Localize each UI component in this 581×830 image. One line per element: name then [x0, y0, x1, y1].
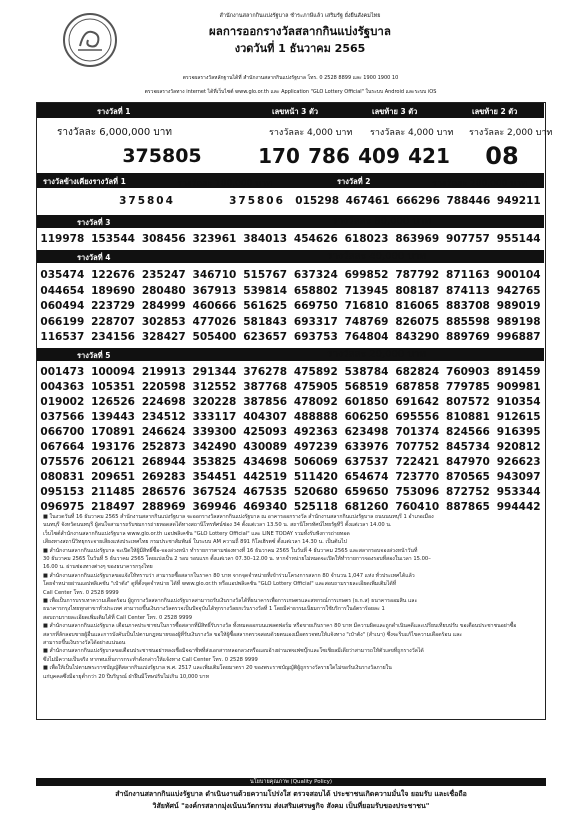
- note-line: สอบถามรายละเอียดเพิ่มเติมได้ที่ Call Center โทร. 0 2528 9999: [43, 614, 193, 621]
- fifth-prize-number: 139443: [91, 411, 135, 423]
- second-prize-number: 949211: [496, 195, 541, 207]
- fifth-prize-number: 659650: [344, 486, 389, 498]
- fifth-prize-number: 623498: [344, 426, 389, 438]
- quality-policy-text: สำนักงานสลากกินแบ่งรัฐบาล ดำเนินงานด้วยความโปร่งใส ตรวจสอบได้ ประชาชนเกิดความมั่นใจ ยอมรับ และเชื่อถือ: [115, 790, 467, 798]
- note-line: 16.00 น. ผ่านช่องทางต่างๆ ของธนาคารกรุงไทย: [43, 564, 153, 571]
- fifth-prize-number: 353825: [192, 456, 237, 468]
- fourth-prize-number: 189690: [91, 284, 135, 297]
- fifth-prize-number: 001473: [40, 366, 85, 378]
- fifth-prize-number: 469340: [243, 501, 288, 513]
- third-prize-number: 863969: [395, 233, 440, 245]
- fifth-prize-number: 912615: [496, 411, 541, 423]
- fourth-prize-number: 235247: [141, 269, 186, 281]
- fourth-prize-number: 883708: [446, 300, 490, 312]
- fourth-prize-number: 346710: [192, 269, 237, 281]
- fourth-prize-number: 515767: [243, 269, 288, 281]
- third-prize-number: 907757: [446, 233, 490, 245]
- third-prize-label: รางวัลที่ 3: [77, 218, 111, 227]
- fourth-prize-number: 228707: [91, 315, 135, 328]
- fifth-prize-number: 525118: [293, 501, 338, 513]
- fifth-prize-number: 654674: [344, 471, 389, 483]
- fourth-prize-number: 748769: [344, 315, 389, 328]
- draw-date: งวดวันที่ 1 ธันวาคม 2565: [234, 42, 366, 55]
- fifth-prize-number: 845734: [446, 441, 490, 453]
- fifth-prize-number: 497239: [293, 441, 338, 453]
- front3-label: เลขหน้า 3 ตัว: [272, 107, 319, 116]
- fourth-prize-amount: รางวัลละ 40,000 บาท: [327, 251, 427, 262]
- fifth-prize-number: 810881: [446, 411, 490, 423]
- fifth-prize-number: 224698: [141, 396, 186, 408]
- fifth-prize-number: 847970: [446, 456, 490, 468]
- second-prize-number: 467461: [345, 195, 390, 207]
- fifth-prize-number: 442519: [243, 471, 288, 483]
- first-prize-label: รางวัลที่ 1: [97, 107, 131, 116]
- fifth-prize-number: 910354: [496, 396, 541, 408]
- fourth-prize-number: 302853: [141, 315, 186, 328]
- fifth-prize-number: 075576: [40, 456, 85, 468]
- third-prize-number: 618023: [344, 233, 389, 245]
- fourth-prize-number: 367913: [192, 284, 237, 297]
- front3-number-2: 786: [308, 144, 350, 168]
- near-first-number-1: 375804: [119, 195, 175, 207]
- back3-prize-amount: รางวัลละ 4,000 บาท: [370, 128, 454, 138]
- back3-number-2: 421: [408, 144, 450, 168]
- fifth-prize-number: 246624: [141, 426, 186, 438]
- fifth-prize-number: 807572: [446, 396, 490, 408]
- fourth-prize-number: 122676: [91, 269, 135, 281]
- fourth-prize-number: 116537: [40, 331, 85, 343]
- fifth-prize-number: 342490: [192, 441, 237, 453]
- fourth-prize-number: 716810: [344, 300, 389, 312]
- first-prize-amount: รางวัลละ 6,000,000 บาท: [57, 127, 172, 138]
- fifth-prize-number: 488888: [293, 411, 338, 423]
- organization-name: สำนักงานสลากกินแบ่งรัฐบาล ชำระภาษีแล้ว เสริมรัฐ ยั่งยืนสังคมไทย: [219, 13, 381, 19]
- fifth-prize-number: 695556: [395, 411, 440, 423]
- fifth-prize-number: 312552: [192, 381, 237, 393]
- note-line: โดยจำหน่ายผ่านแอปพลิเคชัน "เป๋าตัง" ดูที่ตั้งจุดจำหน่าย ได้ที่ www.glo.or.th หรือแอปพลิเคชัน "GLO Lottery Official" และสอบถามรายละเอียดเพิ่มเติมได้ที่: [43, 581, 397, 588]
- fifth-prize-number: 095153: [40, 486, 85, 498]
- fifth-prize-number: 219913: [141, 366, 186, 378]
- fifth-prize-amount: รางวัลละ 20,000 บาท: [327, 349, 427, 360]
- fifth-prize-number: 404307: [243, 411, 288, 423]
- fifth-prize-number: 760903: [446, 366, 490, 378]
- quality-policy-heading: นโยบายคุณภาพ (Quality Policy): [36, 778, 546, 786]
- fourth-prize-bar: [37, 250, 544, 263]
- fifth-prize-number: 637537: [344, 456, 389, 468]
- fourth-prize-number: 581843: [243, 315, 288, 328]
- third-prize-bar: [37, 215, 544, 228]
- fourth-prize-number: 328427: [141, 331, 186, 343]
- note-line: ■ สำนักงานสลากกินแบ่งรัฐบาล เตือนภาคประชาชนในการซื้อสลากที่มีสิทธิ์รับรางวัล ทั้งหมดออกบนแพลตฟอร์ม หรือขายเกินราคา 80 บาท มีความผิดและถูกดำเนินคดีและเปรียบเทียบปรับ ขอเตือนประชาชนอย่าซื้อ: [43, 623, 517, 630]
- fifth-prize-number: 953344: [496, 486, 541, 498]
- fourth-prize-number: 637324: [293, 269, 338, 281]
- note-line: สามารถขึ้นเงินรางวัลได้อย่างแน่นอน: [43, 640, 126, 646]
- fourth-prize-number: 623657: [243, 331, 288, 343]
- fifth-prize-number: 753096: [395, 486, 440, 498]
- fourth-prize-number: 477026: [192, 315, 237, 328]
- fourth-prize-number: 693317: [293, 315, 338, 328]
- fifth-prize-number: 478092: [293, 396, 338, 408]
- fourth-prize-label: รางวัลที่ 4: [77, 253, 111, 262]
- top-prize-header-bar: [37, 103, 544, 118]
- fifth-prize-number: 691642: [395, 396, 440, 408]
- back2-label: เลขท้าย 2 ตัว: [472, 107, 518, 116]
- fifth-prize-number: 193176: [91, 441, 135, 453]
- fourth-prize-number: 843290: [395, 331, 440, 343]
- note-line: ■ สำนักงานสลากกินแบ่งรัฐบาล จะเปิดให้ผู้มีสิทธิ์ซื้อ-จองล่วงหน้า ทำรายการตามช่องทางที่ 16 ธันวาคม 2565 ในวันที่ 4 ธันวาคม 2565 และสลากรอบจองล่วงหน้าวันที่: [43, 547, 418, 554]
- third-prize-number: 323961: [192, 233, 237, 245]
- front3-number-1: 170: [258, 144, 300, 168]
- fifth-prize-number: 339300: [192, 426, 237, 438]
- fifth-prize-number: 492363: [293, 426, 338, 438]
- back2-number: 08: [485, 142, 519, 170]
- fourth-prize-number: 989019: [496, 300, 541, 312]
- fifth-prize-number: 824566: [446, 426, 490, 438]
- near-first-prize: รางวัลละ 100,000 บาท: [177, 179, 272, 189]
- fifth-prize-number: 926623: [496, 456, 541, 468]
- fourth-prize-number: 669750: [293, 300, 338, 312]
- third-prize-number: 454626: [293, 233, 338, 245]
- page-title: ผลการออกรางวัลสลากกินแบ่งรัฐบาล: [209, 24, 391, 38]
- note-line: ■ ในงวดวันที่ 16 ธันวาคม 2565 สำนักงานสลากกินแบ่งรัฐบาล จะออกรางวัลสลากกินแบ่งรัฐบาล ณ อาคารออกรางวัล สำนักงานสลากกินแบ่งรัฐบาล ถนนนนทบุรี 1 อำเภอเมือง: [43, 514, 434, 520]
- fourth-prize-number: 284999: [141, 300, 186, 312]
- fifth-prize-number: 170891: [91, 426, 135, 438]
- fifth-prize-number: 909981: [496, 381, 541, 393]
- contact-info-line-1: ตรวจผลรางวัลหลักฐานได้ที่ สำนักงานสลากกินแบ่งรัฐบาล โทร. 0 2528 8899 และ 1900 1900 10: [182, 75, 399, 81]
- fifth-prize-number: 367524: [192, 486, 237, 498]
- note-line: เสียงทางสถานีวิทยุกระจายเสียงแห่งประเทศไทย กรมประชาสัมพันธ์ ในระบบ AM ความถี่ 891 กิโลเฮิรตซ์ ตั้งแต่เวลา 14.30 น. เป็นต้นไป: [43, 539, 347, 546]
- fifth-prize-number: 538784: [344, 366, 389, 378]
- fourth-prize-number: 996887: [496, 331, 541, 343]
- fourth-prize-number: 561625: [243, 300, 288, 312]
- fifth-prize-number: 872752: [446, 486, 490, 498]
- fifth-prize-number: 206121: [91, 456, 135, 468]
- third-prize-number: 153544: [91, 233, 135, 245]
- fifth-prize-number: 037566: [40, 411, 85, 423]
- note-line: นนทบุรี จังหวัดนนทบุรี ผู้สนใจสามารถรับชมการถ่ายทอดสดได้ทางสถานีโทรทัศน์ช่อง 34 ตั้งแต่เวลา 13.50 น. สถานีโทรทัศน์ไทยรัฐทีวี ตั้งแต่เวลา 14.00 น.: [43, 522, 392, 529]
- fifth-prize-number: 080831: [40, 471, 85, 483]
- fourth-prize-number: 942765: [496, 284, 541, 297]
- fourth-prize-number: 900104: [496, 269, 541, 281]
- fifth-prize-number: 288969: [141, 501, 186, 513]
- fifth-prize-number: 209651: [91, 471, 135, 483]
- page-header: [40, 8, 560, 78]
- back3-number-1: 409: [358, 144, 400, 168]
- note-line: ■ สำนักงานสลากกินแบ่งรัฐบาลขอเตือนประชาชนอย่าหลงเชื่อมิจฉาชีพที่ส่งเอกสารหลอกลวงหรือแอบอ้างผ่านเพจเฟซบุ๊กและโซเชียลมีเดียว่าสามารถให้ตัวเลขที่ถูกรางวัลได้: [43, 648, 424, 655]
- note-line: ■ เพื่อเป็นการบรรเทาความเดือดร้อน ผู้ถูกรางวัลสลากกินแบ่งรัฐบาลสามารถรับเงินรางวัลได้ที่ธนาคารเพื่อการเกษตรและสหกรณ์การเกษตร (ธ.ก.ส) ธนาคารออมสิน และ: [43, 598, 418, 604]
- note-line: เว็บไซต์สำนักงานสลากกินแบ่งรัฐบาล www.glo.or.th แอปพลิเคชัน "GLO Lottery Official" และ LINE TODAY รวมทั้งรับฟังการถ่ายทอด: [43, 530, 350, 537]
- fifth-prize-number: 701374: [395, 426, 440, 438]
- third-prize-number: 384013: [243, 233, 288, 245]
- fifth-prize-number: 722421: [395, 456, 440, 468]
- fifth-prize-number: 891459: [496, 366, 541, 378]
- fourth-prize-number: 885598: [446, 315, 490, 328]
- fifth-prize-number: 723770: [395, 471, 440, 483]
- fifth-prize-number: 994442: [496, 501, 541, 513]
- fourth-prize-number: 764804: [344, 331, 389, 343]
- fourth-prize-number: 460666: [192, 300, 237, 312]
- fifth-prize-number: 269283: [141, 471, 186, 483]
- fifth-prize-bar: [37, 348, 544, 361]
- second-prize-label: รางวัลที่ 2: [337, 177, 371, 186]
- fifth-prize-number: 511420: [293, 471, 338, 483]
- fourth-prize-number: 505400: [192, 331, 237, 343]
- fifth-prize-number: 475892: [293, 366, 338, 378]
- note-line: แก่บุคคลซึ่งมีอายุต่ำกว่า 20 ปีบริบูรณ์ ฝ่าฝืนมีโทษปรับไม่เกิน 10,000 บาท: [43, 673, 210, 680]
- second-prize-number: 015298: [295, 195, 340, 207]
- fifth-prize-number: 004363: [40, 381, 85, 393]
- fourth-prize-number: 234156: [91, 331, 135, 343]
- fifth-prize-number: 067664: [40, 441, 85, 453]
- third-prize-number: 308456: [141, 233, 186, 245]
- fourth-prize-number: 816065: [395, 300, 440, 312]
- fifth-prize-number: 100094: [91, 366, 135, 378]
- fourth-prize-number: 066199: [40, 315, 85, 328]
- fifth-prize-number: 601850: [344, 396, 389, 408]
- fourth-prize-number: 044654: [40, 284, 85, 297]
- fifth-prize-number: 066700: [40, 426, 85, 438]
- fourth-prize-number: 060494: [40, 300, 85, 312]
- front3-prize-amount: รางวัลละ 4,000 บาท: [269, 128, 353, 138]
- fifth-prize-number: 887865: [446, 501, 490, 513]
- note-line: Call Center โทร. 0 2528 9999: [43, 589, 119, 596]
- fifth-prize-number: 320228: [192, 396, 237, 408]
- note-line: ธนาคารกรุงไทยทุกสาขาทั่วประเทศ สามารถขึ้นเงินรางวัลตรวจเป็นปัจจุบันได้ทุกรางวัลยกเว้นรางวัลที่ 1 โดยมีค่าธรรมเนียมการใช้บริการในอัตราร้อยละ 1: [43, 606, 385, 613]
- second-prize-number: 788446: [446, 195, 491, 207]
- fourth-prize-number: 280480: [141, 284, 186, 297]
- near-first-number-2: 375806: [229, 195, 285, 207]
- fifth-prize-number: 916395: [496, 426, 541, 438]
- near-first-label: รางวัลข้างเคียงรางวัลที่ 1: [43, 177, 126, 186]
- fourth-prize-number: 713945: [344, 284, 389, 297]
- third-prize-number: 955144: [496, 233, 541, 245]
- fifth-prize-number: 211485: [91, 486, 135, 498]
- contact-info-line-2: ตรวจผลรางวัลทาง internet ได้ที่เว็บไซต์ www.glo.or.th และ Application "GLO Lottery Official" ในระบบ Android และระบบ iOS: [144, 89, 437, 95]
- fifth-prize-number: 687858: [395, 381, 440, 393]
- fifth-prize-number: 568519: [344, 381, 389, 393]
- fifth-prize-number: 707752: [395, 441, 440, 453]
- fourth-prize-number: 874113: [446, 284, 490, 297]
- first-prize-number: 375805: [122, 145, 202, 167]
- fifth-prize-number: 434698: [243, 456, 288, 468]
- note-line: ■ สำนักงานสลากกินแบ่งรัฐบาลขอแจ้งให้ทราบว่า สามารถซื้อสลากในราคา 80 บาท จากจุดจำหน่ายที่เข้าร่วมโครงการสลาก 80 จำนวน 1,047 แห่ง ทั่วประเทศได้แล้ว: [43, 572, 415, 579]
- fifth-prize-label: รางวัลที่ 5: [77, 351, 111, 360]
- fifth-prize-number: 387768: [243, 381, 288, 393]
- fourth-prize-number: 539814: [243, 284, 288, 297]
- vision-text: วิสัยทัศน์ "องค์กรสลากมุ่งเน้นนวัตกรรม ส่งเสริมเศรษฐกิจ สังคม เป็นที่ยอมรับของประชาชน": [152, 802, 430, 810]
- fifth-prize-number: 096975: [40, 501, 85, 513]
- fourth-prize-number: 035474: [40, 269, 85, 281]
- note-line: ■ เพื่อให้เป็นไปตามพระราชบัญญัติสลากกินแบ่งรัฐบาล พ.ศ. 2517 และเพิ่มเติมโดยมาตรา 20 ของพระราชบัญญัติผู้ถูกรางวัลรายใดไม่ขอรับเงินรางวัลภายใน: [43, 665, 392, 672]
- note-line: 30 ธันวาคม 2565 ในวันที่ 5 ธันวาคม 2565 โดยแบ่งเป็น 2 รอบ รอบแรก ตั้งแต่เวลา 07.30–12.00 น. หากจำหน่ายไม่หมดจะเปิดให้ทำรายการจองรอบที่สองในเวลา 15.00–: [43, 556, 431, 562]
- fourth-prize-number: 808187: [395, 284, 440, 297]
- fifth-prize-number: 333117: [192, 411, 237, 423]
- results-table: [36, 102, 553, 720]
- fifth-prize-number: 920812: [496, 441, 541, 453]
- fifth-prize-number: 019002: [40, 396, 85, 408]
- fifth-prize-number: 376278: [243, 366, 288, 378]
- third-prize-amount: รางวัลละ 80,000 บาท: [332, 216, 432, 227]
- fifth-prize-number: 633976: [344, 441, 389, 453]
- fourth-prize-number: 658802: [293, 284, 338, 297]
- fifth-prize-number: 682824: [395, 366, 440, 378]
- fifth-prize-number: 126526: [91, 396, 135, 408]
- fourth-prize-number: 693753: [293, 331, 338, 343]
- fourth-prize-number: 889769: [446, 331, 490, 343]
- fifth-prize-number: 520680: [293, 486, 338, 498]
- second-prize-number: 666296: [396, 195, 440, 207]
- second-prize-amount: รางวัลละ 200,000 บาท: [432, 179, 527, 189]
- fifth-prize-number: 506069: [293, 456, 338, 468]
- fourth-prize-number: 871163: [446, 269, 490, 281]
- note-line: สลากที่ลักลอบขายผู้อื่นและการบังคับเป็นไปตามกฎหมายของผู้ที่รับเงินรางวัล ขอให้ผู้ซื้อสลากตรวจสอบด้วยตนเองเมื่อตรวจพบให้แจ้งทาง "เป๋าตัง" (สำเนา) ซึ่งจะรีบแก้ไขความเดือดร้อน และ: [43, 631, 463, 638]
- fifth-prize-number: 354451: [192, 471, 237, 483]
- back2-prize-amount: รางวัลละ 2,000 บาท: [469, 128, 553, 138]
- fourth-prize-number: 699852: [344, 269, 389, 281]
- fifth-prize-number: 430089: [243, 441, 288, 453]
- fifth-prize-number: 268944: [141, 456, 186, 468]
- fifth-prize-number: 220598: [141, 381, 186, 393]
- fifth-prize-number: 475905: [293, 381, 338, 393]
- fifth-prize-number: 105351: [91, 381, 135, 393]
- fifth-prize-number: 218497: [91, 501, 135, 513]
- fifth-prize-number: 606250: [344, 411, 389, 423]
- third-prize-number: 119978: [40, 233, 85, 245]
- fifth-prize-number: 943097: [496, 471, 541, 483]
- fourth-prize-number: 826075: [395, 315, 440, 328]
- fifth-prize-number: 425093: [243, 426, 288, 438]
- fifth-prize-number: 369946: [192, 501, 237, 513]
- fifth-prize-number: 779785: [446, 381, 490, 393]
- back3-label: เลขท้าย 3 ตัว: [372, 107, 418, 116]
- fifth-prize-number: 252873: [141, 441, 186, 453]
- note-line: ซึ่งไม่มีความเป็นจริง หากพบเห็นการกระทำดังกล่าวให้แจ้งทาง Call Center โทร. 0 2528 9999: [43, 656, 258, 663]
- fifth-prize-number: 286576: [141, 486, 186, 498]
- fifth-prize-number: 291344: [192, 366, 237, 378]
- fifth-prize-number: 467535: [243, 486, 288, 498]
- fifth-prize-number: 681260: [344, 501, 389, 513]
- fifth-prize-number: 760410: [395, 501, 440, 513]
- fourth-prize-number: 989198: [496, 315, 541, 328]
- fifth-prize-number: 387856: [243, 396, 288, 408]
- fourth-prize-number: 787792: [395, 269, 440, 281]
- fifth-prize-number: 870565: [446, 471, 490, 483]
- fourth-prize-number: 223729: [91, 300, 135, 312]
- fifth-prize-number: 234512: [141, 411, 186, 423]
